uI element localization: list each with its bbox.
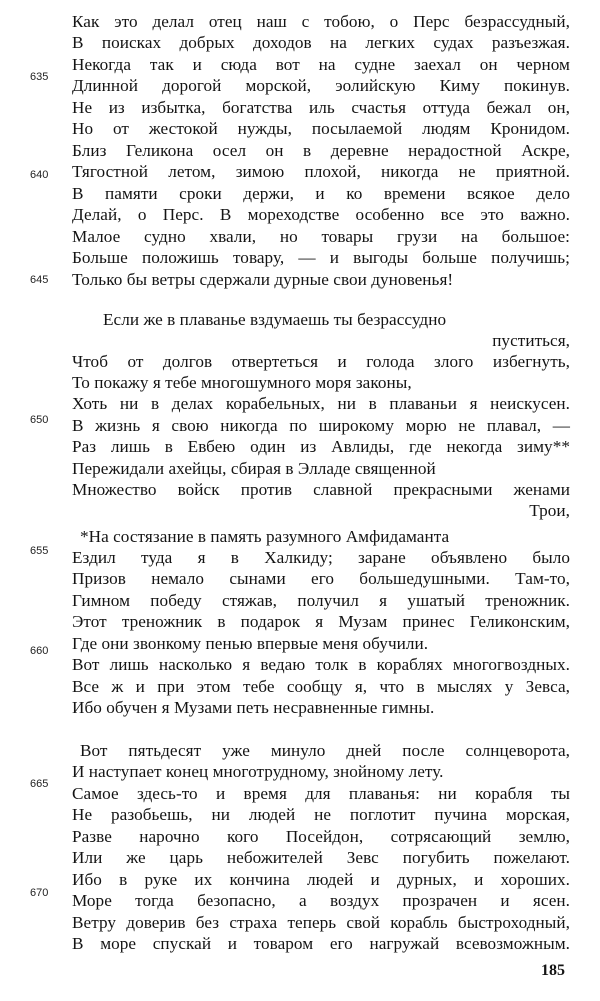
- page-number: 185: [541, 962, 565, 979]
- verse-line: Вот лишь насколько я ведаю толк в кораблях многогвоздных.: [72, 655, 570, 674]
- verse-line: Вот пятьдесят уже минуло дней после солнцеворота,: [80, 741, 570, 760]
- verse-line: Призов немало сынами его большедушными. Там-то,: [72, 569, 570, 588]
- verse-line: Чтоб от долгов отвертеться и голода злого избегнуть,: [72, 352, 570, 371]
- verse-line-footnote-marked: *На состязание в память разумного Амфидаманта: [80, 527, 450, 546]
- verse-line: Некогда так и сюда вот на судне заехал он черном: [72, 55, 570, 74]
- verse-line: В памяти сроки держи, и ко времени всякое дело: [72, 184, 570, 203]
- verse-line: Делай, о Перс. В мореходстве особенно все это важно.: [72, 205, 570, 224]
- verse-line: Малое судно хвали, но товары грузи на большое:: [72, 227, 570, 246]
- line-number: 640: [30, 169, 49, 181]
- verse-line: Ездил туда я в Халкиду; заране объявлено было: [72, 548, 570, 567]
- line-number: 655: [30, 545, 49, 557]
- line-number: 635: [30, 71, 49, 83]
- verse-line: Все ж и при этом тебе сообщу я, что в мыслях у Зевса,: [72, 677, 570, 696]
- verse-line: Если же в плаванье вздумаешь ты безрассудно: [103, 310, 447, 329]
- verse-line: Ветру доверив без страха теперь свой корабль быстроходный,: [72, 913, 570, 932]
- verse-line: Где они звонкому пенью впервые меня обучили.: [72, 634, 429, 653]
- verse-line: Самое здесь-то и время для плаванья: ни корабля ты: [72, 784, 570, 803]
- verse-line: Не из избытка, богатства иль счастья оттуда бежал он,: [72, 98, 570, 117]
- verse-line: В жизнь я свою никогда по широкому морю не плавал, —: [72, 416, 570, 435]
- verse-line: Длинной дорогой морской, эолийскую Киму покинув.: [72, 76, 570, 95]
- verse-line: Или же царь небожителей Зевс погубить пожелают.: [72, 848, 570, 867]
- verse-line: Ибо обучен я Музами петь несравненные гимны.: [72, 698, 435, 717]
- verse-line: Множество войск против славной прекрасными женами: [72, 480, 570, 499]
- verse-line: То покажу я тебе многошумного моря законы,: [72, 373, 412, 392]
- verse-line: И наступает конец многотрудному, знойному лету.: [72, 762, 444, 781]
- verse-line: Раз лишь в Евбею один из Авлиды, где некогда зиму**: [72, 437, 570, 456]
- verse-line: Не разобьешь, ни людей не поглотит пучина морская,: [72, 805, 570, 824]
- verse-line: В море спускай и товаром его нагружай всевозможным.: [72, 934, 570, 953]
- verse-line-continuation: Трои,: [529, 501, 570, 520]
- line-number: 645: [30, 274, 49, 286]
- verse-line-continuation: пуститься,: [492, 331, 570, 350]
- verse-line: Только бы ветры сдержали дурные свои дуновенья!: [72, 270, 454, 289]
- verse-line: Как это делал отец наш с тобою, о Перс безрассудный,: [72, 12, 570, 31]
- line-number: 660: [30, 645, 49, 657]
- verse-line: Этот треножник в подарок я Музам принес Геликонским,: [72, 612, 570, 631]
- line-number: 650: [30, 414, 49, 426]
- verse-line: Тягостной летом, зимою плохой, никогда не приятной.: [72, 162, 570, 181]
- verse-line: Больше положишь товару, — и выгоды больше получишь;: [72, 248, 570, 267]
- verse-line: Но от жестокой нужды, посылаемой людям Кронидом.: [72, 119, 570, 138]
- verse-line: Пережидали ахейцы, сбирая в Элладе священной: [72, 459, 436, 478]
- verse-line: Близ Геликона осел он в деревне нерадостной Аскре,: [72, 141, 570, 160]
- line-number: 665: [30, 778, 49, 790]
- verse-line: Ибо в руке их кончина людей и дурных, и хороших.: [72, 870, 570, 889]
- verse-line: В поисках добрых доходов на легких судах разъезжая.: [72, 33, 570, 52]
- verse-line: Хоть ни в делах корабельных, ни в плаваньи я неискусен.: [72, 394, 570, 413]
- verse-line: Гимном победу стяжав, получил я ушатый треножник.: [72, 591, 570, 610]
- verse-line: Море тогда безопасно, а воздух прозрачен и ясен.: [72, 891, 570, 910]
- verse-line: Разве нарочно кого Посейдон, сотрясающий землю,: [72, 827, 570, 846]
- line-number: 670: [30, 887, 49, 899]
